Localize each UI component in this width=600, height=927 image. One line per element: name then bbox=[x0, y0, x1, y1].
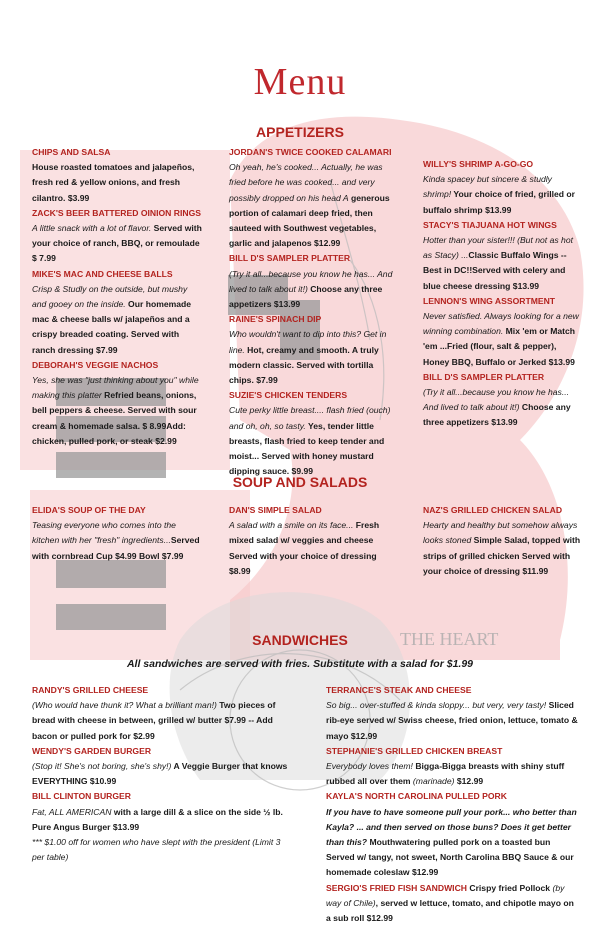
item-name: STEPHANIE'S GRILLED CHICKEN BREAST bbox=[326, 745, 503, 756]
menu-item-raine bbox=[229, 312, 395, 388]
menu-item-suzie bbox=[229, 388, 395, 479]
item-name: NAZ'S GRILLED CHICKEN SALAD bbox=[423, 505, 563, 515]
item-name: WENDY'S GARDEN BURGER bbox=[32, 745, 152, 756]
item-tagline: (by way of Chile) bbox=[326, 882, 565, 908]
item-name: RANDY'S GRILLED CHEESE bbox=[32, 685, 149, 695]
item-name: DAN'S SIMPLE SALAD bbox=[229, 505, 322, 515]
item-tagline: Hearty and healthy but somehow always looks stoned bbox=[423, 520, 578, 546]
sandwiches-column-left bbox=[32, 683, 290, 865]
item-name: SUZIE'S CHICKEN TENDERS bbox=[229, 390, 348, 401]
item-name: DEBORAH'S VEGGIE NACHOS bbox=[32, 359, 159, 370]
menu-item-bill-clinton bbox=[32, 789, 290, 865]
item-name: BILL D'S SAMPLER PLATTER bbox=[229, 253, 351, 264]
item-name: KAYLA'S NORTH CAROLINA PULLED PORK bbox=[326, 791, 507, 802]
menu-item-kayla bbox=[326, 789, 580, 880]
item-tagline: Who wouldn't want to dip into this? Get in line. bbox=[229, 329, 387, 355]
menu-item-stacy bbox=[423, 218, 581, 294]
item-name: JORDAN'S TWICE COOKED CALAMARI bbox=[229, 147, 392, 157]
item-tagline: (Try it all...because you know he has... And lived to talk about it!) bbox=[229, 268, 393, 294]
item-description: Mix 'em or Match 'em ...Fried (flour, salt & pepper), Honey BBQ, Buffalo or Jerked $13.99 bbox=[423, 326, 576, 367]
menu-item-naz bbox=[423, 503, 581, 579]
item-description: Classic Buffalo Wings -- Best in DC!!Served with celery and blue cheese dressing $13.99 bbox=[423, 250, 567, 291]
item-tagline: Teasing everyone who comes into the kitchen with her "fresh" ingredients... bbox=[32, 520, 176, 546]
item-description: Refried beans, onions, bell peppers & cheese. Served with sour cream & homemade salsa. $ 8.99Add: chicken, pulled pork, or steak $2.99 bbox=[32, 390, 197, 446]
item-name: BILL CLINTON BURGER bbox=[32, 791, 131, 802]
item-description: Served with your choice of ranch, BBQ, or remoulade $ 7.99 bbox=[32, 223, 202, 264]
item-name: RAINE'S SPINACH DIP bbox=[229, 314, 322, 325]
menu-item-wendy bbox=[32, 744, 290, 790]
menu-item-terrance bbox=[326, 683, 580, 744]
item-description: Our homemade mac & cheese balls w/ jalapeños and a crispy breaded coating. Served with ranch dressing $7.99 bbox=[32, 299, 192, 355]
item-tagline: So big... over-stuffed & kinda sloppy... but very, very tasty! bbox=[326, 700, 547, 711]
item-description: generous portion of calamari deep fried, then sauteed with Southwest vegetables, garlic and jalapenos $12.99 bbox=[229, 192, 390, 249]
item-name: STACY'S TIAJUANA HOT WINGS bbox=[423, 219, 557, 230]
item-tagline: Never satisfied. Always looking for a new winning combination. bbox=[423, 311, 579, 337]
item-description: Hot, creamy and smooth. A truly modern classic. Served with tortilla chips. $7.99 bbox=[229, 344, 379, 386]
item-description-2: , served w lettuce, tomato, and chipotle mayo on a sub roll $12.99 bbox=[326, 897, 574, 924]
sandwiches-column-right bbox=[326, 683, 580, 926]
item-name: WILLY'S SHRIMP A-GO-GO bbox=[423, 159, 534, 169]
menu-item-billd-sampler-2 bbox=[423, 370, 581, 431]
item-description: Choose any three appetizers $13.99 bbox=[423, 402, 571, 428]
page-title: Menu bbox=[253, 61, 347, 103]
item-description: Choose any three appetizers $13.99 bbox=[229, 283, 383, 310]
menu-item-willy bbox=[423, 157, 581, 218]
item-footnote: *** $1.00 off for women who have slept with the president (Limit 3 per table) bbox=[32, 837, 281, 863]
item-tagline-2: (marinade) bbox=[412, 776, 455, 787]
item-name: SERGIO'S FRIED FISH SANDWICH bbox=[326, 882, 467, 893]
item-description: Served with cornbread Cup $4.99 Bowl $7.99 bbox=[32, 535, 200, 561]
item-tagline: (Try it all...because you know he has... And lived to talk about it!) bbox=[423, 387, 570, 413]
item-tagline: Kinda spacey but sincere & studly shrimp! bbox=[423, 174, 552, 200]
menu-item-stephanie bbox=[326, 744, 580, 790]
menu-item-billd-sampler bbox=[229, 251, 395, 312]
item-name: ELIDA'S SOUP OF THE DAY bbox=[32, 505, 146, 515]
item-description: Your choice of fried, grilled or buffalo shrimp $13.99 bbox=[423, 189, 576, 215]
section-title-soup-and-salads: SOUP AND SALADS bbox=[232, 474, 368, 490]
menu-item-chips bbox=[32, 145, 202, 206]
item-tagline: A little snack with a lot of flavor. bbox=[32, 223, 152, 234]
item-tagline: Cute perky little breast.... flash fried (ouch) and oh, oh, so tasty. bbox=[229, 405, 391, 431]
item-description: A Veggie Burger that knows EVERYTHING $10.99 bbox=[32, 761, 288, 787]
item-description: Two pieces of bread with cheese in between, grilled w/ butter $7.99 -- Add bacon or pulled pork for $2.99 bbox=[32, 700, 276, 741]
menu-item-sergio bbox=[326, 881, 580, 927]
appetizers-column-middle bbox=[229, 145, 395, 479]
item-name: CHIPS AND SALSA bbox=[32, 147, 111, 157]
menu-item-elida bbox=[32, 503, 202, 564]
item-tagline: (Stop it! She's not boring, she's shy!) bbox=[32, 761, 172, 772]
menu-item-dan bbox=[229, 503, 395, 579]
item-tagline: Yes, she was "just thinking about you" while making this platter bbox=[32, 375, 199, 401]
item-tagline: (Who would have thunk it? What a brilliant man!) bbox=[32, 700, 217, 711]
item-description: Yes, tender little breasts, flash fried to keep tender and moist... Served with honey mustard dipping sauce. $9.99 bbox=[229, 420, 385, 477]
item-tagline: Oh yeah, he's cooked... Actually, he was fried before he was cooked... and very possibly dropped on his head A bbox=[229, 162, 383, 203]
item-tagline: A salad with a smile on its face... bbox=[229, 520, 354, 531]
item-name: BILL D'S SAMPLER PLATTER bbox=[423, 371, 545, 382]
menu-item-deborah bbox=[32, 358, 202, 449]
item-description: Simple Salad, topped with strips of grilled chicken Served with your choice of dressing $11.99 bbox=[423, 535, 581, 576]
menu-item-randy bbox=[32, 683, 290, 744]
appetizers-column-right bbox=[423, 157, 581, 431]
item-description: Bigga-Bigga breasts with shiny stuff rubbed all over them bbox=[326, 761, 565, 787]
item-name: LENNON'S WING ASSORTMENT bbox=[423, 295, 556, 306]
menu-item-lennon bbox=[423, 294, 581, 370]
item-tagline: Hotter than your sister!!! (But not as hot as Stacy) ... bbox=[423, 235, 573, 261]
item-name: MIKE'S MAC AND CHEESE BALLS bbox=[32, 268, 173, 279]
item-name: TERRANCE'S STEAK AND CHEESE bbox=[326, 685, 472, 695]
item-description: Mouthwatering pulled pork on a toasted bun Served w/ tangy, not sweet, North Carolina BBQ Sauce & our homemade coleslaw $12.99 bbox=[326, 837, 574, 878]
item-tagline: Crisp & Studly on the outside, but mushy and gooey on the inside. bbox=[32, 283, 188, 310]
menu-item-jordan bbox=[229, 145, 395, 251]
menu-item-zack bbox=[32, 206, 202, 267]
item-description: Fresh mixed salad w/ veggies and cheese Served with your choice of dressing $8.99 bbox=[229, 520, 380, 576]
item-price: $12.99 bbox=[454, 776, 484, 787]
item-description: Sliced rib-eye served w/ Swiss cheese, fried onion, lettuce, tomato & mayo $12.99 bbox=[326, 700, 578, 741]
svg-text:THE HEART: THE HEART bbox=[400, 629, 499, 649]
item-tagline: Everybody loves them! bbox=[326, 761, 413, 772]
item-name: ZACK'S BEER BATTERED OINION RINGS bbox=[32, 207, 201, 218]
section-title-appetizers: APPETIZERS bbox=[256, 124, 344, 140]
item-description: House roasted tomatoes and jalapeños, fresh red & yellow onions, and fresh cilantro. $3.99 bbox=[32, 162, 195, 203]
sandwiches-note: All sandwiches are served with fries. Substitute with a salad for $1.99 bbox=[126, 658, 474, 670]
item-tagline: If you have to have someone pull your pork... who better than Kayla? ... and then served on those buns? Does it get better than this? bbox=[326, 806, 577, 848]
item-description: with a large dill & a slice on the side ½ lb. Pure Angus Burger $13.99 bbox=[32, 806, 283, 832]
menu-item-mike bbox=[32, 267, 202, 358]
appetizers-column-left bbox=[32, 145, 202, 449]
item-tagline: Fat, ALL AMERICAN bbox=[32, 806, 112, 817]
section-title-sandwiches: SANDWICHES bbox=[252, 632, 348, 648]
item-description: Crispy fried Pollock bbox=[466, 882, 553, 893]
